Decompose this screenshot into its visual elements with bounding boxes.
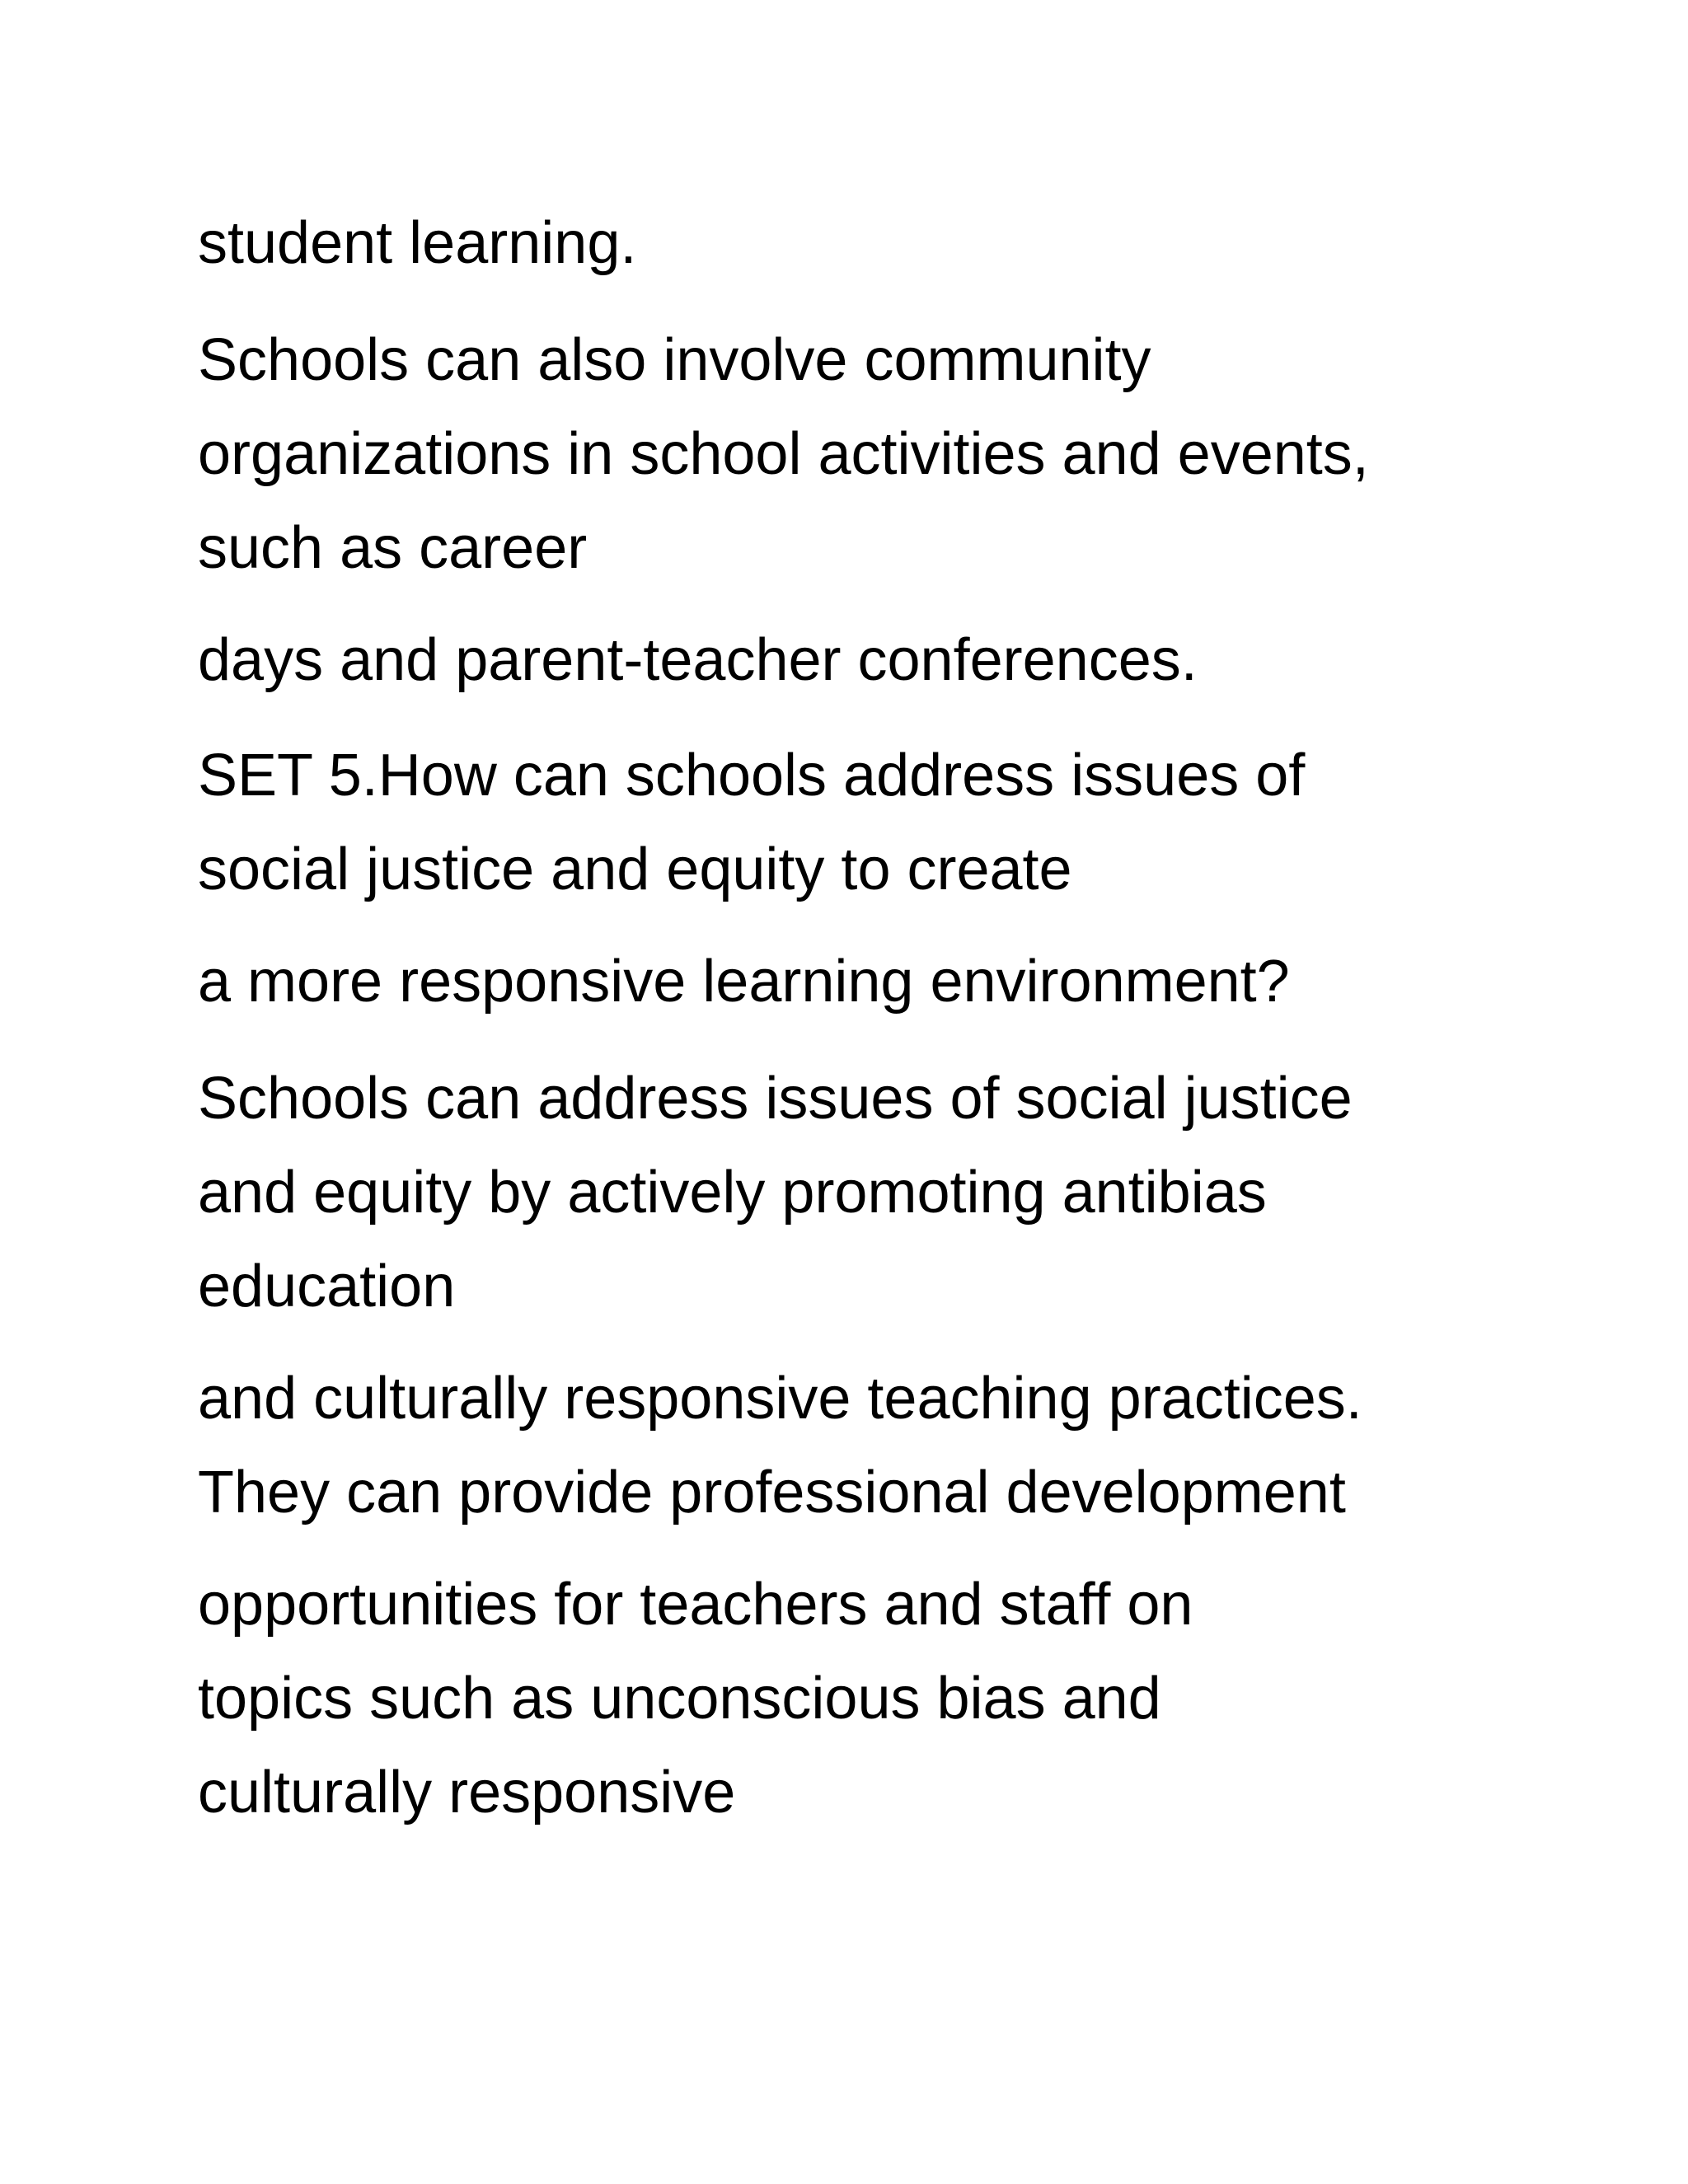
paragraph-3 (198, 613, 1566, 707)
text-line: days and parent-teacher conferences. (198, 627, 1198, 693)
text-line: They can provide professional development (198, 1460, 1346, 1526)
text-line: and equity by actively promoting antibias (198, 1160, 1267, 1226)
text-line: opportunities for teachers and staff on (198, 1572, 1193, 1638)
text-line: culturally responsive (198, 1760, 736, 1825)
text-line: SET 5.How can schools address issues of (198, 743, 1306, 808)
text-line: student learning. (198, 210, 637, 276)
paragraph-2 (198, 313, 1566, 595)
paragraph-1 (198, 196, 1566, 290)
text-line: topics such as unconscious bias and (198, 1666, 1161, 1732)
text-line: a more responsive learning environment? (198, 949, 1290, 1015)
text-line: social justice and equity to create (198, 837, 1072, 902)
text-line: Schools can also involve community (198, 327, 1151, 393)
paragraph-8 (198, 1558, 1566, 1840)
text-line: organizations in school activities and events, (198, 421, 1369, 487)
paragraph-4 (198, 729, 1566, 916)
paragraph-6 (198, 1052, 1566, 1333)
text-line: Schools can address issues of social justice (198, 1066, 1353, 1132)
text-line: education (198, 1254, 456, 1319)
paragraph-7 (198, 1352, 1566, 1540)
text-line: such as career (198, 515, 588, 581)
paragraph-5 (198, 935, 1566, 1029)
text-line: and culturally responsive teaching practices. (198, 1366, 1362, 1432)
